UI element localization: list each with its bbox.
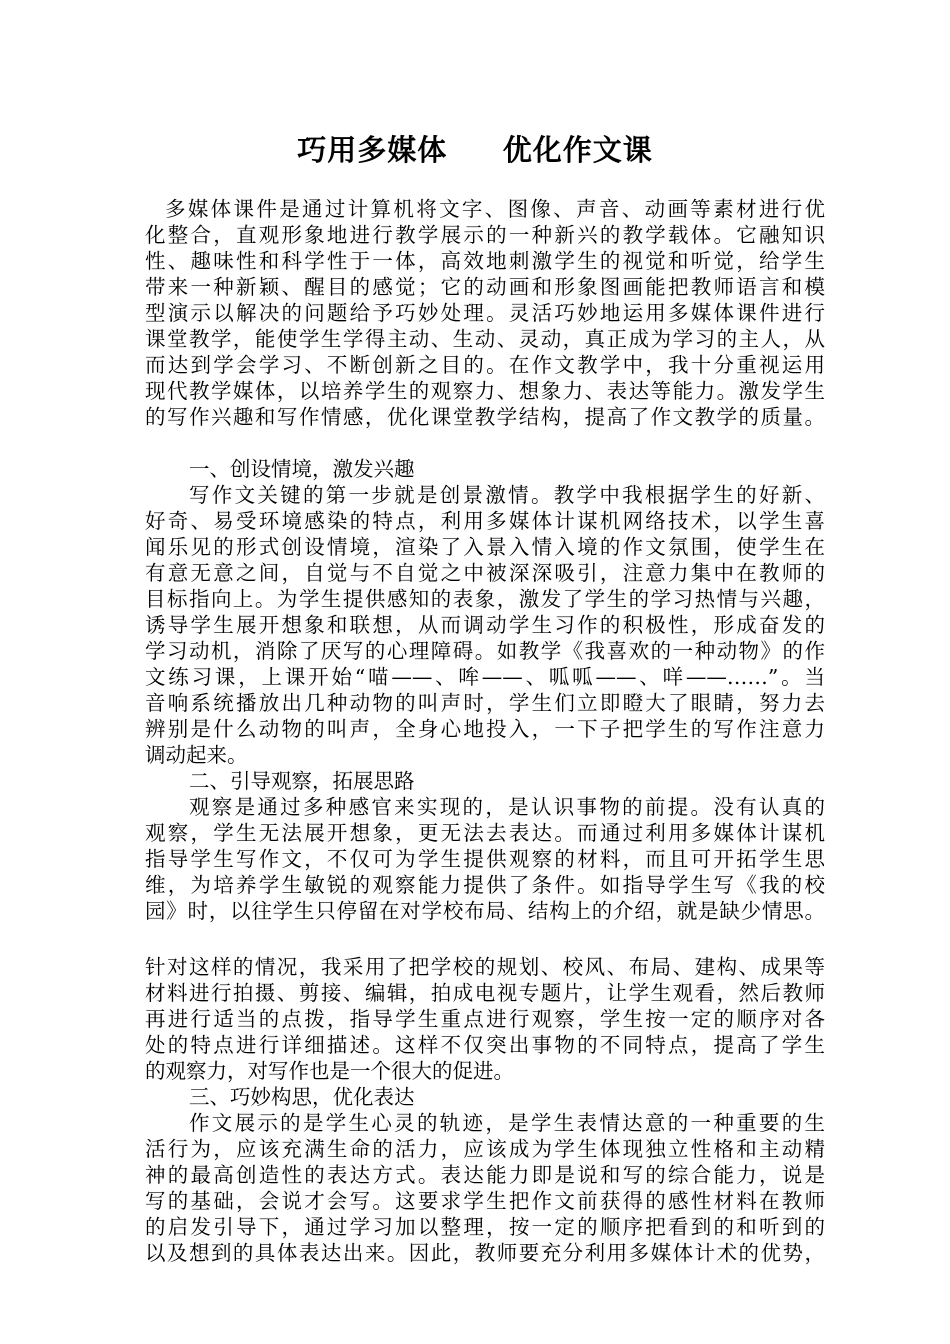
paragraph-gap xyxy=(145,924,825,954)
text-line: 化整合，直观形象地进行教学展示的一种新兴的教学载体。它融知识 xyxy=(145,223,825,247)
text-line: 辨别是什么动物的叫声，全身心地投入，一下子把学生的写作注意力 xyxy=(145,717,825,741)
document-body xyxy=(145,196,825,1266)
text-line: 课堂教学，能使学生学得主动、生动、灵动，真正成为学习的主人，从 xyxy=(145,327,825,351)
text-line: 而达到学会学习、不断创新之目的。在作文教学中，我十分重视运用 xyxy=(145,353,825,377)
text-line: 观察是通过多种感官来实现的，是认识事物的前提。没有认真的 xyxy=(189,795,825,819)
text-line: 有意无意之间，自觉与不自觉之中被深深吸引，注意力集中在教师的 xyxy=(145,561,825,585)
text-line: 指导学生写作文，不仅可为学生提供观察的材料，而且可开拓学生思 xyxy=(145,847,825,871)
text-line: 维，为培养学生敏锐的观察能力提供了条件。如指导学生写《我的校 xyxy=(145,873,825,897)
paragraph-gap xyxy=(145,430,825,456)
text-line: 针对这样的情况，我采用了把学校的规划、校风、布局、建构、成果等 xyxy=(145,955,825,979)
text-line: 多媒体课件是通过计算机将文字、图像、声音、动画等素材进行优 xyxy=(165,197,825,221)
text-line: 诱导学生展开想象和联想，从而调动学生习作的积极性，形成奋发的 xyxy=(145,613,825,637)
text-line: 性、趣味性和科学性于一体，高效地刺激学生的视觉和听觉，给学生 xyxy=(145,249,825,273)
text-line: 再进行适当的点拨，指导学生重点进行观察，学生按一定的顺序对各 xyxy=(145,1007,825,1031)
text-line: 写的基础，会说才会写。这要求学生把作文前获得的感性材料在教师 xyxy=(145,1189,825,1213)
text-line: 的观察力，对写作也是一个很大的促进。 xyxy=(145,1059,514,1083)
text-line: 园》时，以往学生只停留在对学校布局、结构上的介绍，就是缺少情思。 xyxy=(145,899,825,923)
text-line: 作文展示的是学生心灵的轨迹，是学生表情达意的一种重要的生 xyxy=(189,1111,825,1135)
text-line: 神的最高创造性的表达方式。表达能力即是说和写的综合能力，说是 xyxy=(145,1163,825,1187)
text-line: 观察，学生无法展开想象，更无法去表达。而通过利用多媒体计谋机 xyxy=(145,821,825,845)
text-line: 学习动机，消除了厌写的心理障碍。如教学《我喜欢的一种动物》的作 xyxy=(145,639,825,663)
text-line: 材料进行拍摄、剪接、编辑，拍成电视专题片，让学生观看，然后教师 xyxy=(145,981,825,1005)
text-line: 型演示以解决的问题给予巧妙处理。灵活巧妙地运用多媒体课件进行 xyxy=(145,301,825,325)
text-line: 带来一种新颖、醒目的感觉；它的动画和形象图画能把教师语言和模 xyxy=(145,275,825,299)
text-line: 的写作兴趣和写作情感，优化课堂教学结构，提高了作文教学的质量。 xyxy=(145,405,825,429)
text-line: 的启发引导下，通过学习加以整理，按一定的顺序把看到的和听到的 xyxy=(145,1215,825,1239)
text-line: 好奇、易受环境感染的特点，利用多媒体计谋机网络技术，以学生喜 xyxy=(145,509,825,533)
text-line: 处的特点进行详细描述。这样不仅突出事物的不同特点，提高了学生 xyxy=(145,1033,825,1057)
text-line: 以及想到的具体表达出来。因此，教师要充分利用多媒体计术的优势， xyxy=(145,1241,825,1265)
text-line: 目标指向上。为学生提供感知的表象，激发了学生的学习热情与兴趣， xyxy=(145,587,825,611)
text-line: 音响系统播放出几种动物的叫声时，学生们立即瞪大了眼睛，努力去 xyxy=(145,691,825,715)
text-line: 现代教学媒体，以培养学生的观察力、想象力、表达等能力。激发学生 xyxy=(145,379,825,403)
text-line: 调动起来。 xyxy=(145,743,248,767)
document-title: 巧用多媒体 优化作文课 xyxy=(297,133,653,167)
text-line: 闻乐见的形式创设情境，渲染了入景入情入境的作文氛围，使学生在 xyxy=(145,535,825,559)
text-line: 文练习课，上课开始“喵——、哞——、呱呱——、咩——……”。当 xyxy=(145,665,825,689)
text-line: 活行为，应该充满生命的活力，应该成为学生体现独立性格和主动精 xyxy=(145,1137,825,1161)
section-heading: 二、引导观察，拓展思路 xyxy=(189,769,415,793)
section-heading: 三、巧妙构思，优化表达 xyxy=(189,1085,415,1109)
text-line: 写作文关键的第一步就是创景激情。教学中我根据学生的好新、 xyxy=(189,483,825,507)
section-heading: 一、创设情境，激发兴趣 xyxy=(189,457,415,481)
